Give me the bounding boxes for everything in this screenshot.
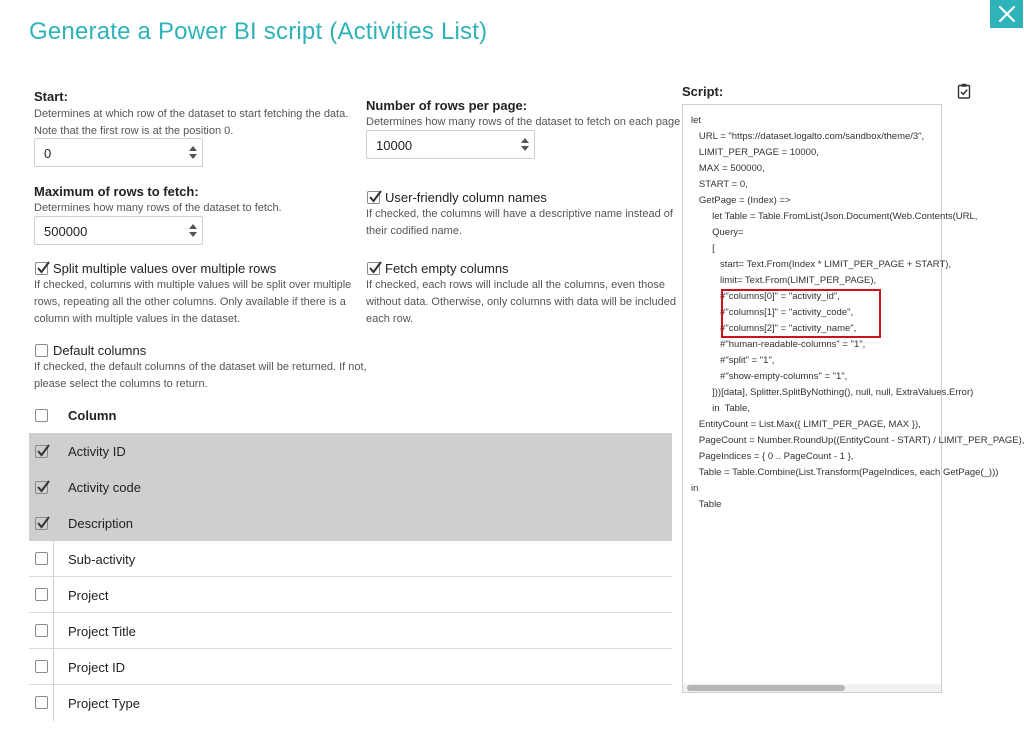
max-rows-input[interactable]: [34, 216, 203, 245]
checkmark-icon: [36, 515, 51, 530]
select-all-checkbox[interactable]: [35, 409, 48, 422]
row-column-name: Project ID: [68, 660, 126, 675]
row-checkbox[interactable]: [35, 660, 48, 673]
table-row[interactable]: [29, 505, 672, 541]
friendly-names-label[interactable]: User-friendly column names: [385, 190, 547, 205]
table-row[interactable]: [29, 541, 672, 577]
empty-columns-hint: If checked, each rows will include all the columns, even those without data. Otherwise, only columns with data will be included each row.: [366, 279, 676, 325]
row-checkbox[interactable]: [35, 624, 48, 637]
close-button[interactable]: [990, 0, 1023, 28]
table-row[interactable]: [29, 433, 672, 469]
scrollbar-thumb[interactable]: [687, 685, 845, 691]
friendly-names-hint: If checked, the columns will have a descriptive name instead of their codified name.: [366, 208, 673, 237]
checkmark-icon: [368, 189, 383, 204]
split-values-checkbox[interactable]: [35, 262, 48, 275]
spinner-arrows-icon[interactable]: [189, 222, 197, 239]
horizontal-scrollbar[interactable]: [683, 684, 941, 692]
row-column-name: Activity ID: [68, 444, 126, 459]
default-columns-label[interactable]: Default columns: [53, 343, 147, 358]
spinner-arrows-icon[interactable]: [521, 136, 529, 153]
row-column-name: Sub-activity: [68, 552, 136, 567]
row-column-name: Project Type: [68, 696, 141, 711]
max-rows-value: 500000: [44, 224, 88, 239]
friendly-names-checkbox[interactable]: [367, 191, 380, 204]
max-rows-hint: Determines how many rows of the dataset to fetch.: [34, 202, 282, 214]
table-row[interactable]: [29, 469, 672, 505]
start-hint: Determines at which row of the dataset to start fetching the data. Note that the first row is at the position 0.: [34, 108, 349, 137]
columns-table: [29, 399, 672, 721]
column-header: Column: [68, 408, 117, 423]
row-column-name: Project: [68, 588, 109, 603]
script-label: Script:: [682, 84, 724, 99]
dialog-title: Generate a Power BI script (Activities List): [29, 18, 488, 45]
default-columns-hint: If checked, the default columns of the dataset will be returned. If not, please select the columns to return.: [34, 361, 367, 390]
start-field: [34, 89, 364, 140]
script-textarea[interactable]: [682, 104, 1024, 693]
split-values-label[interactable]: Split multiple values over multiple rows: [53, 261, 277, 276]
rows-per-page-hint: Determines how many rows of the dataset to fetch on each page: [366, 116, 681, 128]
table-row[interactable]: [29, 685, 672, 721]
table-row[interactable]: [29, 649, 672, 685]
row-checkbox[interactable]: [35, 588, 48, 601]
table-row[interactable]: [29, 613, 672, 649]
empty-columns-checkbox[interactable]: [367, 262, 380, 275]
row-column-name: Project Title: [68, 624, 136, 639]
row-checkbox[interactable]: [35, 696, 48, 709]
row-checkbox[interactable]: [35, 481, 48, 494]
row-checkbox[interactable]: [35, 517, 48, 530]
rows-per-page-value: 10000: [376, 138, 413, 153]
row-checkbox[interactable]: [35, 552, 48, 565]
row-column-name: Activity code: [68, 480, 141, 495]
start-label: Start:: [34, 89, 68, 104]
rows-per-page-field: [366, 98, 681, 131]
table-header: [29, 399, 672, 433]
max-rows-field: [34, 184, 364, 217]
spinner-arrows-icon[interactable]: [189, 144, 197, 161]
clipboard-check-icon[interactable]: [957, 83, 971, 99]
close-icon[interactable]: [998, 5, 1016, 23]
start-value: 0: [44, 146, 52, 161]
row-column-name: Description: [68, 516, 134, 531]
empty-columns-label[interactable]: Fetch empty columns: [385, 261, 509, 276]
start-input[interactable]: [34, 138, 203, 167]
checkmark-icon: [368, 260, 383, 275]
checkmark-icon: [36, 260, 51, 275]
row-checkbox[interactable]: [35, 445, 48, 458]
script-code: let URL = "https://dataset.logalto.com/sandbox/theme/3", LIMIT_PER_PAGE = 10000, MAX = 500000, START = 0, GetPage = (Index) => let Table = Table.FromList(Json.Document(Web.Contents(URL, Query= [ start= Text.From(Index * LIMIT_PER_PAGE + START), limit= Text.From(LIMIT_PER_PAGE), #"columns[0]" = "activity_id", #"columns[1]" = "activity_code", #"columns[2]" = "activity_name", #"human-readable-columns" = "1", #"split" = "1", #"show-empty-columns" = "1", ]))[data], Splitter.SplitByNothing(), null, null, ExtraValues.Error) in Table, EntityCount = List.Max({ LIMIT_PER_PAGE, MAX }), PageCount = Number.RoundUp((EntityCount - START) / LIMIT_PER_PAGE), PageIndices = { 0 .. PageCount - 1 }, Table = Table.Combine(List.Transform(PageIndices, each GetPage(_))) in Table: [691, 115, 1024, 510]
rows-per-page-label: Number of rows per page:: [366, 98, 528, 113]
highlight-box: [721, 289, 881, 338]
checkmark-icon: [36, 443, 51, 458]
default-columns-checkbox[interactable]: [35, 344, 48, 357]
rows-per-page-input[interactable]: [366, 130, 535, 159]
checkmark-icon: [36, 479, 51, 494]
max-rows-label: Maximum of rows to fetch:: [34, 184, 199, 199]
table-row[interactable]: [29, 577, 672, 613]
split-values-hint: If checked, columns with multiple values will be split over multiple rows, repeating all the other columns. Only available if there is a column with multiple values in the dataset.: [34, 279, 352, 325]
